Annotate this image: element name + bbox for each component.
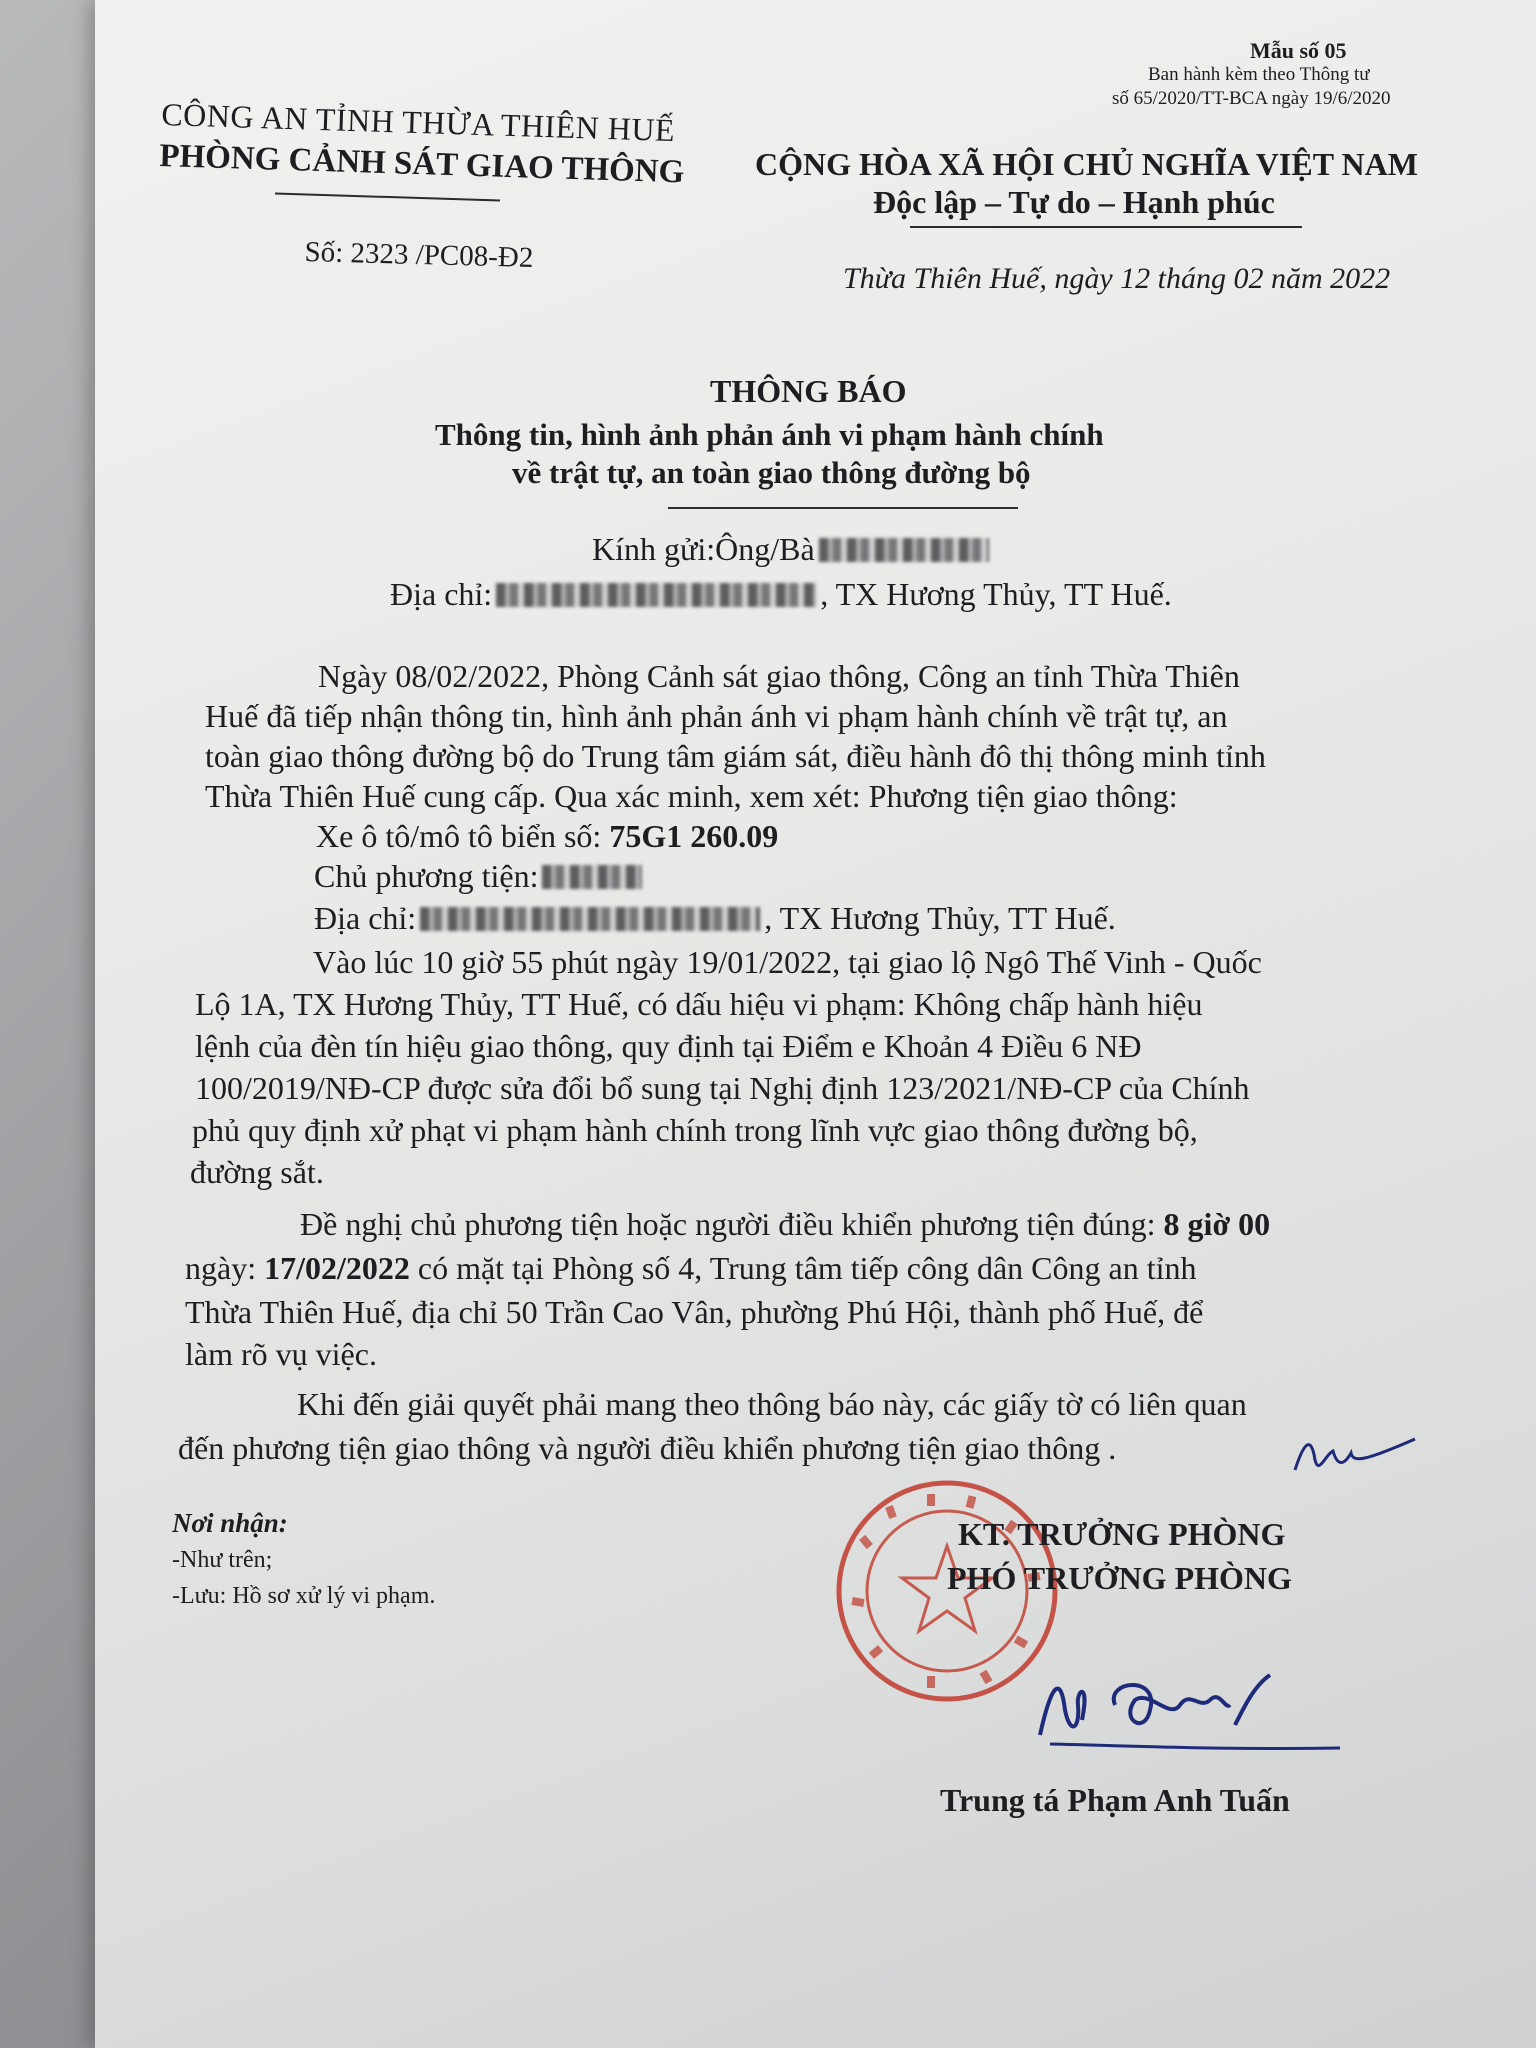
paragraph3-line4: làm rõ vụ việc. bbox=[185, 1336, 377, 1372]
appointment-day-label: ngày: bbox=[185, 1250, 257, 1286]
redacted-name bbox=[819, 538, 989, 562]
form-number: Mẫu số 05 bbox=[1250, 38, 1347, 63]
signer-name: Trung tá Phạm Anh Tuấn bbox=[940, 1782, 1290, 1818]
handwritten-signature bbox=[1020, 1650, 1340, 1760]
motto-underline bbox=[910, 226, 1302, 228]
owner-address-tail: , TX Hương Thủy, TT Huế. bbox=[764, 900, 1116, 936]
title-underline bbox=[668, 507, 1018, 509]
paragraph3-line3: Thừa Thiên Huế, địa chỉ 50 Trần Cao Vân, phường Phú Hội, thành phố Huế, để bbox=[185, 1294, 1204, 1330]
paragraph3-line2 bbox=[185, 1250, 1197, 1287]
country-name: CỘNG HÒA XÃ HỘI CHỦ NGHĨA VIỆT NAM bbox=[755, 146, 1418, 182]
recipient-address bbox=[390, 576, 1172, 613]
paragraph2-line3: lệnh của đèn tín hiệu giao thông, quy định tại Điểm e Khoản 4 Điều 6 NĐ bbox=[195, 1028, 1142, 1064]
plate-value: 75G1 260.09 bbox=[609, 818, 779, 854]
paragraph4-line2: đến phương tiện giao thông và người điều khiển phương tiện giao thông . bbox=[178, 1430, 1117, 1466]
paragraph4-line1: Khi đến giải quyết phải mang theo thông báo này, các giấy tờ có liên quan bbox=[297, 1386, 1247, 1422]
paragraph2-line4: 100/2019/NĐ-CP được sửa đổi bổ sung tại Nghị định 123/2021/NĐ-CP của Chính bbox=[195, 1070, 1250, 1106]
recipient-greeting-text: Kính gửi:Ông/Bà bbox=[592, 531, 815, 567]
national-motto: Độc lập – Tự do – Hạnh phúc bbox=[873, 184, 1275, 220]
document-subtitle-line1: Thông tin, hình ảnh phản ánh vi phạm hành chính bbox=[435, 417, 1104, 452]
paragraph1-line4: Thừa Thiên Huế cung cấp. Qua xác minh, xem xét: Phương tiện giao thông: bbox=[205, 778, 1178, 814]
appointment-time: 8 giờ 00 bbox=[1163, 1206, 1271, 1242]
owner-line bbox=[314, 858, 646, 895]
document-title: THÔNG BÁO bbox=[710, 373, 907, 409]
paragraph1-line1: Ngày 08/02/2022, Phòng Cảnh sát giao thông, Công an tỉnh Thừa Thiên bbox=[318, 658, 1240, 694]
initial-signature bbox=[1285, 1425, 1425, 1485]
owner-address-line bbox=[314, 900, 1116, 937]
document-subtitle-line2: về trật tự, an toàn giao thông đường bộ bbox=[512, 455, 1031, 490]
signature-title-line2: PHÓ TRƯỞNG PHÒNG bbox=[947, 1560, 1292, 1596]
department-name: PHÒNG CẢNH SÁT GIAO THÔNG bbox=[158, 138, 685, 191]
redacted-owner bbox=[542, 865, 642, 889]
appointment-location-text: có mặt tại Phòng số 4, Trung tâm tiếp công dân Công an tỉnh bbox=[417, 1250, 1197, 1286]
agency-name: CÔNG AN TỈNH THỪA THIÊN HUẾ bbox=[160, 96, 676, 149]
plate-label: Xe ô tô/mô tô biển số: bbox=[316, 818, 602, 854]
document-number: Số: 2323 /PC08-Đ2 bbox=[304, 236, 534, 274]
paragraph1-line3: toàn giao thông đường bộ do Trung tâm giám sát, điều hành đô thị thông minh tỉnh bbox=[205, 738, 1266, 774]
recipient-address-label: Địa chỉ: bbox=[390, 576, 493, 612]
redacted-address bbox=[496, 583, 816, 607]
owner-label: Chủ phương tiện: bbox=[314, 858, 539, 894]
recipients-item1: -Như trên; bbox=[172, 1547, 273, 1573]
paragraph2-line2: Lộ 1A, TX Hương Thủy, TT Huế, có dấu hiệu vi phạm: Không chấp hành hiệu bbox=[195, 986, 1203, 1022]
paragraph2-line1: Vào lúc 10 giờ 55 phút ngày 19/01/2022, tại giao lộ Ngô Thế Vinh - Quốc bbox=[313, 944, 1262, 980]
recipients-heading: Nơi nhận: bbox=[172, 1508, 288, 1538]
appointment-request-text: Đề nghị chủ phương tiện hoặc người điều khiển phương tiện đúng: bbox=[300, 1206, 1156, 1242]
vehicle-plate-line bbox=[316, 818, 778, 855]
recipient-address-tail: , TX Hương Thủy, TT Huế. bbox=[820, 576, 1172, 612]
redacted-owner-address bbox=[420, 907, 760, 931]
place-and-date: Thừa Thiên Huế, ngày 12 tháng 02 năm 2022 bbox=[843, 262, 1391, 295]
signature-title-line1: KT. TRƯỞNG PHÒNG bbox=[958, 1516, 1286, 1552]
paragraph2-line6: đường sắt. bbox=[190, 1154, 324, 1190]
recipients-item2: -Lưu: Hồ sơ xử lý vi phạm. bbox=[172, 1583, 436, 1609]
owner-address-label: Địa chỉ: bbox=[314, 900, 417, 936]
appointment-date: 17/02/2022 bbox=[264, 1250, 410, 1286]
paragraph3-line1 bbox=[300, 1206, 1270, 1243]
paragraph2-line5: phủ quy định xử phạt vi phạm hành chính trong lĩnh vực giao thông đường bộ, bbox=[192, 1112, 1198, 1148]
form-issued-line2: số 65/2020/TT-BCA ngày 19/6/2020 bbox=[1112, 88, 1391, 109]
form-issued-line1: Ban hành kèm theo Thông tư bbox=[1148, 64, 1370, 85]
recipient-greeting bbox=[592, 531, 993, 568]
paragraph1-line2: Huế đã tiếp nhận thông tin, hình ảnh phản ánh vi phạm hành chính về trật tự, an bbox=[205, 698, 1228, 734]
